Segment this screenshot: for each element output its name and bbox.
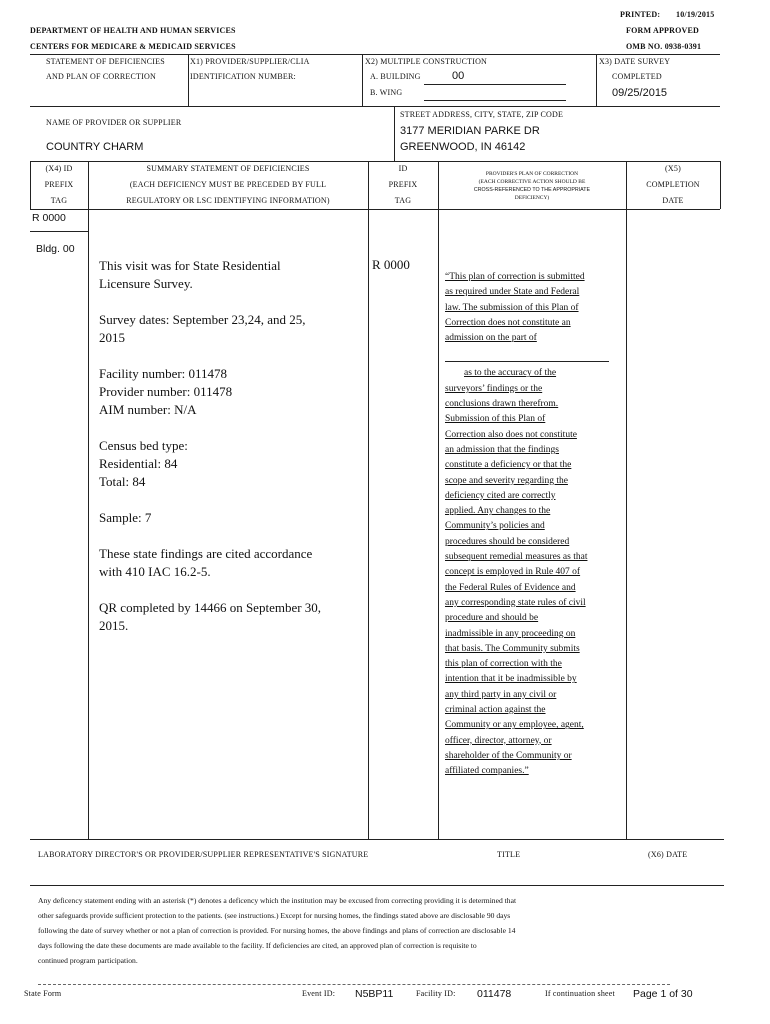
summary-state-findings: These state findings are cited accordance with 410 IAC 16.2-5. [99, 546, 313, 579]
survey-completed-date: 09/25/2015 [612, 87, 668, 99]
provider-name-label: NAME OF PROVIDER OR SUPPLIER [46, 118, 182, 127]
footnote-line: Any deficency statement ending with an asterisk (*) denotes a deficency which the institution may be excused from correcting providing it is determined that [38, 896, 517, 905]
plan-subheading-3: DEFICIENCY) [514, 195, 550, 201]
plan-line: Correction does not constitute an [445, 317, 571, 328]
plan-heading: PROVIDER'S PLAN OF CORRECTION [485, 171, 579, 177]
blank-line [445, 346, 609, 362]
summary-census-type: Census bed type: [99, 438, 188, 453]
summary-total: Total: 84 [99, 474, 146, 489]
footnote-line: following the date of survey whether or not a plan of correction is provided. For nursing homes, the above findings and plans of correction are disclosable 14 [38, 926, 516, 935]
multiple-construction-label: X2) MULTIPLE CONSTRUCTION [365, 57, 488, 66]
title-label: TITLE [497, 850, 521, 859]
footnote-line: other safeguards provide sufficient protection to the patients. (see instructions.) Except for nursing homes, the findings stated above are disclosable 90 days [38, 911, 511, 920]
plan-line: shareholder of the Community or [445, 750, 572, 761]
plan-line: that basis. The Community submits [445, 643, 580, 654]
event-id-label: Event ID: [302, 989, 336, 998]
id-prefix-label: PREFIX [388, 180, 418, 189]
summary-facility-number: Facility number: 011478 [99, 366, 228, 381]
plan-line: law. The submission of this Plan of [445, 302, 579, 313]
address-city: GREENWOOD, IN 46142 [400, 141, 526, 153]
plan-line: scope and severity regarding the [445, 475, 568, 486]
plan-subheading-2: CROSS-REFERENCED TO THE APPROPRIATE [473, 187, 591, 193]
x5-label: (X5) [665, 164, 681, 173]
plan-line: constitute a deficiency or that the [445, 460, 572, 471]
disclosure-footnote [38, 893, 678, 968]
summary-visit: This visit was for State Residential Licensure Survey. [99, 258, 281, 291]
building-label: A. BUILDING [370, 72, 421, 81]
continuation-label: If continuation sheet [545, 989, 615, 998]
plan-line: Community’s policies and [445, 521, 545, 532]
plan-line: as to the accuracy of the [464, 368, 557, 379]
completed-label: COMPLETED [612, 72, 662, 81]
summary-sample: Sample: 7 [99, 510, 152, 525]
plan-line: officer, director, attorney, or [445, 735, 552, 746]
id-tag-label: TAG [394, 196, 412, 205]
plan-line: Correction also does not constitute [445, 429, 577, 440]
plan-line: inadmissible in any proceeding on [445, 628, 576, 639]
statement-label: STATEMENT OF DEFICIENCIES [46, 57, 165, 66]
signature-label: LABORATORY DIRECTOR'S OR PROVIDER/SUPPLIER REPRESENTATIVE'S SIGNATURE [38, 850, 369, 859]
summary-provider-number: Provider number: 011478 [99, 384, 233, 399]
plan-of-correction-label: AND PLAN OF CORRECTION [46, 72, 156, 81]
printed-date: 10/19/2015 [676, 10, 715, 19]
plan-line: as required under State and Federal [445, 287, 580, 298]
form-approved: FORM APPROVED [626, 26, 700, 35]
summary-residential: Residential: 84 [99, 456, 178, 471]
id-label: ID [398, 164, 408, 173]
plan-line: affiliated companies.” [445, 766, 529, 777]
signature-date-label: (X6) DATE [648, 850, 688, 859]
page-number: Page 1 of 30 [633, 988, 693, 1000]
plan-line: subsequent remedial measures as that [445, 552, 588, 563]
plan-of-correction-text [445, 270, 623, 780]
plan-line: applied. Any changes to the [445, 506, 551, 517]
plan-line: Submission of this Plan of [445, 414, 546, 425]
address-label: STREET ADDRESS, CITY, STATE, ZIP CODE [400, 110, 564, 119]
plan-line: any third party in any civil or [445, 689, 557, 700]
footnote-line: continued program participation. [38, 956, 138, 965]
deficiency-summary [99, 257, 339, 635]
x4-prefix-label: PREFIX [44, 180, 74, 189]
summary-aim-number: AIM number: N/A [99, 402, 197, 417]
tag-right: R 0000 [372, 257, 410, 272]
completion-label: COMPLETION [646, 180, 700, 189]
plan-line: deficiency cited are correctly [445, 490, 556, 501]
facility-id-label: Facility ID: [416, 989, 456, 998]
state-form-label: State Form [24, 989, 62, 998]
divider [38, 984, 670, 985]
summary-heading: SUMMARY STATEMENT OF DEFICIENCIES [146, 164, 310, 173]
agency-name: CENTERS FOR MEDICARE & MEDICAID SERVICES [30, 42, 236, 51]
provider-name: COUNTRY CHARM [46, 141, 144, 153]
summary-subheading-2: REGULATORY OR LSC IDENTIFYING INFORMATION) [126, 196, 330, 205]
x4-id-label: (X4) ID [45, 164, 73, 173]
summary-survey-dates: Survey dates: September 23,24, and 25, 2015 [99, 312, 306, 345]
plan-line: procedure and should be [445, 613, 539, 624]
identification-number-label: IDENTIFICATION NUMBER: [190, 72, 296, 81]
wing-label: B. WING [370, 88, 403, 97]
x4-tag-label: TAG [50, 196, 68, 205]
date-survey-label: X3) DATE SURVEY [599, 57, 671, 66]
printed-label: PRINTED: [620, 10, 661, 19]
address-street: 3177 MERIDIAN PARKE DR [400, 125, 540, 137]
plan-line: concept is employed in Rule 407 of [445, 567, 581, 578]
plan-subheading-1: (EACH CORRECTIVE ACTION SHOULD BE [478, 179, 586, 185]
plan-line: admission on the part of [445, 333, 537, 344]
plan-line: procedures should be considered [445, 536, 570, 547]
x5-date-label: DATE [662, 196, 684, 205]
provider-id-label: X1) PROVIDER/SUPPLIER/CLIA [190, 57, 310, 66]
building-value: 00 [452, 70, 465, 82]
summary-subheading-1: (EACH DEFICIENCY MUST BE PRECEDED BY FULL [129, 180, 327, 189]
footnote-line: days following the date these documents are made available to the facility. If deficiencies are cited, an approved plan of correction is requisite to [38, 941, 477, 950]
plan-line: surveyors’ findings or the [445, 383, 543, 394]
plan-line: intention that it be inadmissible by [445, 674, 577, 685]
plan-line: conclusions drawn therefrom. [445, 399, 559, 410]
plan-line: this plan of correction with the [445, 659, 562, 670]
summary-qr-completed: QR completed by 14466 on September 30, 2015. [99, 600, 322, 633]
plan-line: “This plan of correction is submitted [445, 272, 585, 282]
tag-left: R 0000 [32, 212, 66, 224]
plan-line: Community or any employee, agent, [445, 720, 584, 731]
event-id-value: N5BP11 [355, 988, 394, 1000]
plan-line: an admission that the findings [445, 444, 559, 455]
plan-line: criminal action against the [445, 705, 546, 716]
facility-id-value: 011478 [477, 988, 512, 1000]
plan-line: the Federal Rules of Evidence and [445, 582, 576, 593]
omb-number: OMB NO. 0938-0391 [626, 42, 702, 51]
building-tag: Bldg. 00 [36, 243, 75, 255]
plan-line: any corresponding state rules of civil [445, 597, 586, 608]
department-name: DEPARTMENT OF HEALTH AND HUMAN SERVICES [30, 26, 236, 35]
